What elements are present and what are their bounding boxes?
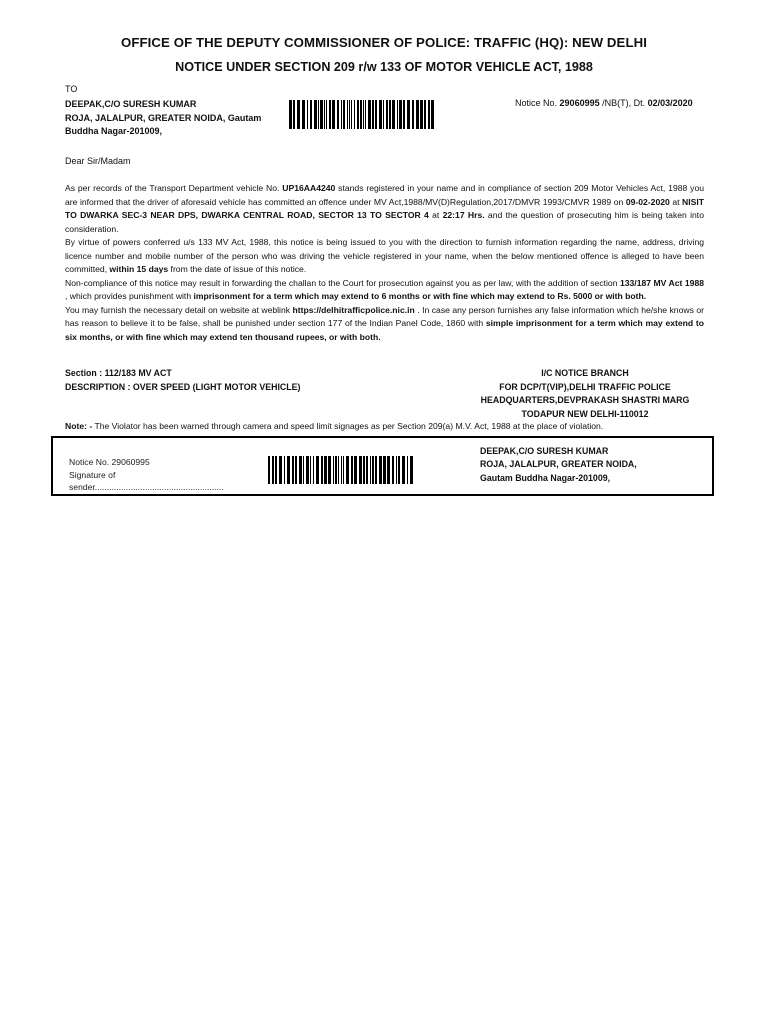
notice-body [65, 182, 704, 345]
slip-notice-number: Notice No. 29060995 [69, 457, 150, 467]
body-text-run: at [669, 196, 683, 207]
notice-reference [515, 98, 693, 108]
branch-line: I/C NOTICE BRANCH [541, 368, 629, 378]
slip-address-line: DEEPAK,C/O SURESH KUMAR [480, 446, 609, 456]
note-label: Note: - [65, 421, 93, 431]
slip-sender-info [69, 456, 224, 494]
notice-middle: /NB(T), Dt. [602, 98, 646, 108]
body-emphasis: imprisonment for a term which may extend to 6 months or with fine which may extend to Rs. 5000 or with both. [193, 291, 647, 302]
to-label: TO [65, 84, 78, 94]
recipient-address [65, 98, 265, 139]
body-emphasis: 133/187 MV Act 1988 [619, 277, 705, 288]
body-text-run: stands registered in your name and in compliance of section 209 Motor Vehicles Act, 1988 you are informed that the driver of aforesaid vehicle has committed an offence under MV Act,1988/MV(D)Regulation,2017/DMVR 1993/CMVR 1989 on [65, 183, 704, 207]
body-emphasis: simple imprisonment for a term which may extend to six months, or with fine which may extend ten thousand rupees, or with both. [65, 318, 704, 343]
notice-prefix: Notice No. [515, 98, 558, 108]
body-text-run: . In case any person furnishes any false information which he/she knows or has reason to believe it to be false, shall be punished under section 177 of the Indian Panel Code, 1860 with [65, 304, 704, 329]
body-emphasis: 22:17 Hrs. [442, 210, 485, 221]
slip-address-line: Gautam Buddha Nagar-201009, [480, 472, 611, 483]
notice-number: 29060995 [559, 98, 600, 108]
body-text-run: and the question of prosecuting him is being taken into consideration. [65, 210, 704, 234]
body-paragraph [65, 236, 704, 277]
address-line: DEEPAK,C/O SURESH KUMAR [65, 99, 197, 109]
body-text-run: By virtue of powers conferred u/s 133 MV Act, 1988, this notice is being issued to you with the direction to furnish information regarding the name, address, driving licence number and mobile number of the person who was driving the vehicle registered in your name, when the below mentioned offence is alleged to have been committed, [65, 237, 704, 275]
notice-date: 02/03/2020 [647, 98, 693, 108]
address-line: ROJA, JALALPUR, GREATER NOIDA, Gautam [65, 112, 262, 123]
notice-title: NOTICE UNDER SECTION 209 r/w 133 OF MOTOR VEHICLE ACT, 1988 [175, 60, 593, 74]
body-paragraph [65, 277, 704, 304]
branch-line: FOR DCP/T(VIP),DELHI TRAFFIC POLICE [499, 381, 671, 392]
body-emphasis: https://delhitrafficpolice.nic.in [292, 304, 415, 315]
offence-description: DESCRIPTION : OVER SPEED (LIGHT MOTOR VEHICLE) [65, 381, 301, 392]
slip-address-line: ROJA, JALALPUR, GREATER NOIDA, [480, 459, 637, 470]
branch-line: HEADQUARTERS,DEVPRAKASH SHASTRI MARG [480, 395, 690, 406]
body-paragraph [65, 304, 704, 345]
slip-address [480, 445, 700, 485]
note-text: The Violator has been warned through camera and speed limit signages as per Section 209(a) M.V. Act, 1988 at the place of violation. [92, 421, 604, 431]
offence-info [65, 367, 300, 394]
body-emphasis: 09-02-2020 [625, 196, 670, 207]
office-title: OFFICE OF THE DEPUTY COMMISSIONER OF POLICE: TRAFFIC (HQ): NEW DELHI [121, 35, 647, 50]
body-text-run: As per records of the Transport Department vehicle No. [65, 183, 283, 193]
barcode-icon [289, 100, 437, 129]
body-paragraph [65, 182, 704, 236]
branch-line: TODAPUR NEW DELHI-110012 [521, 408, 649, 419]
address-line: Buddha Nagar-201009, [65, 126, 163, 137]
body-text-run: , which provides punishment with [65, 291, 194, 302]
salutation: Dear Sir/Madam [65, 156, 131, 166]
body-emphasis: within 15 days [109, 264, 169, 275]
note [65, 421, 603, 431]
body-emphasis: UP16AA4240 [282, 183, 336, 193]
body-emphasis: NISIT TO DWARKA SEC-3 NEAR DPS, DWARKA CENTRAL ROAD, SECTOR 13 TO SECTOR 4 [65, 196, 704, 221]
offence-section: Section : 112/183 MV ACT [65, 368, 172, 378]
body-text-run: from the date of issue of this notice. [168, 264, 307, 275]
slip-sender-line: sender...................................................... [69, 482, 224, 493]
body-text-run: at [428, 210, 443, 221]
barcode-icon [268, 456, 416, 484]
body-text-run: Non-compliance of this notice may result in forwarding the challan to the Court for prosecution against you as per law, with the addition of section [65, 277, 620, 288]
body-text-run: You may furnish the necessary detail on website at weblink [65, 304, 293, 315]
issuing-branch [460, 367, 710, 421]
slip-signature-label: Signature of [69, 469, 116, 480]
